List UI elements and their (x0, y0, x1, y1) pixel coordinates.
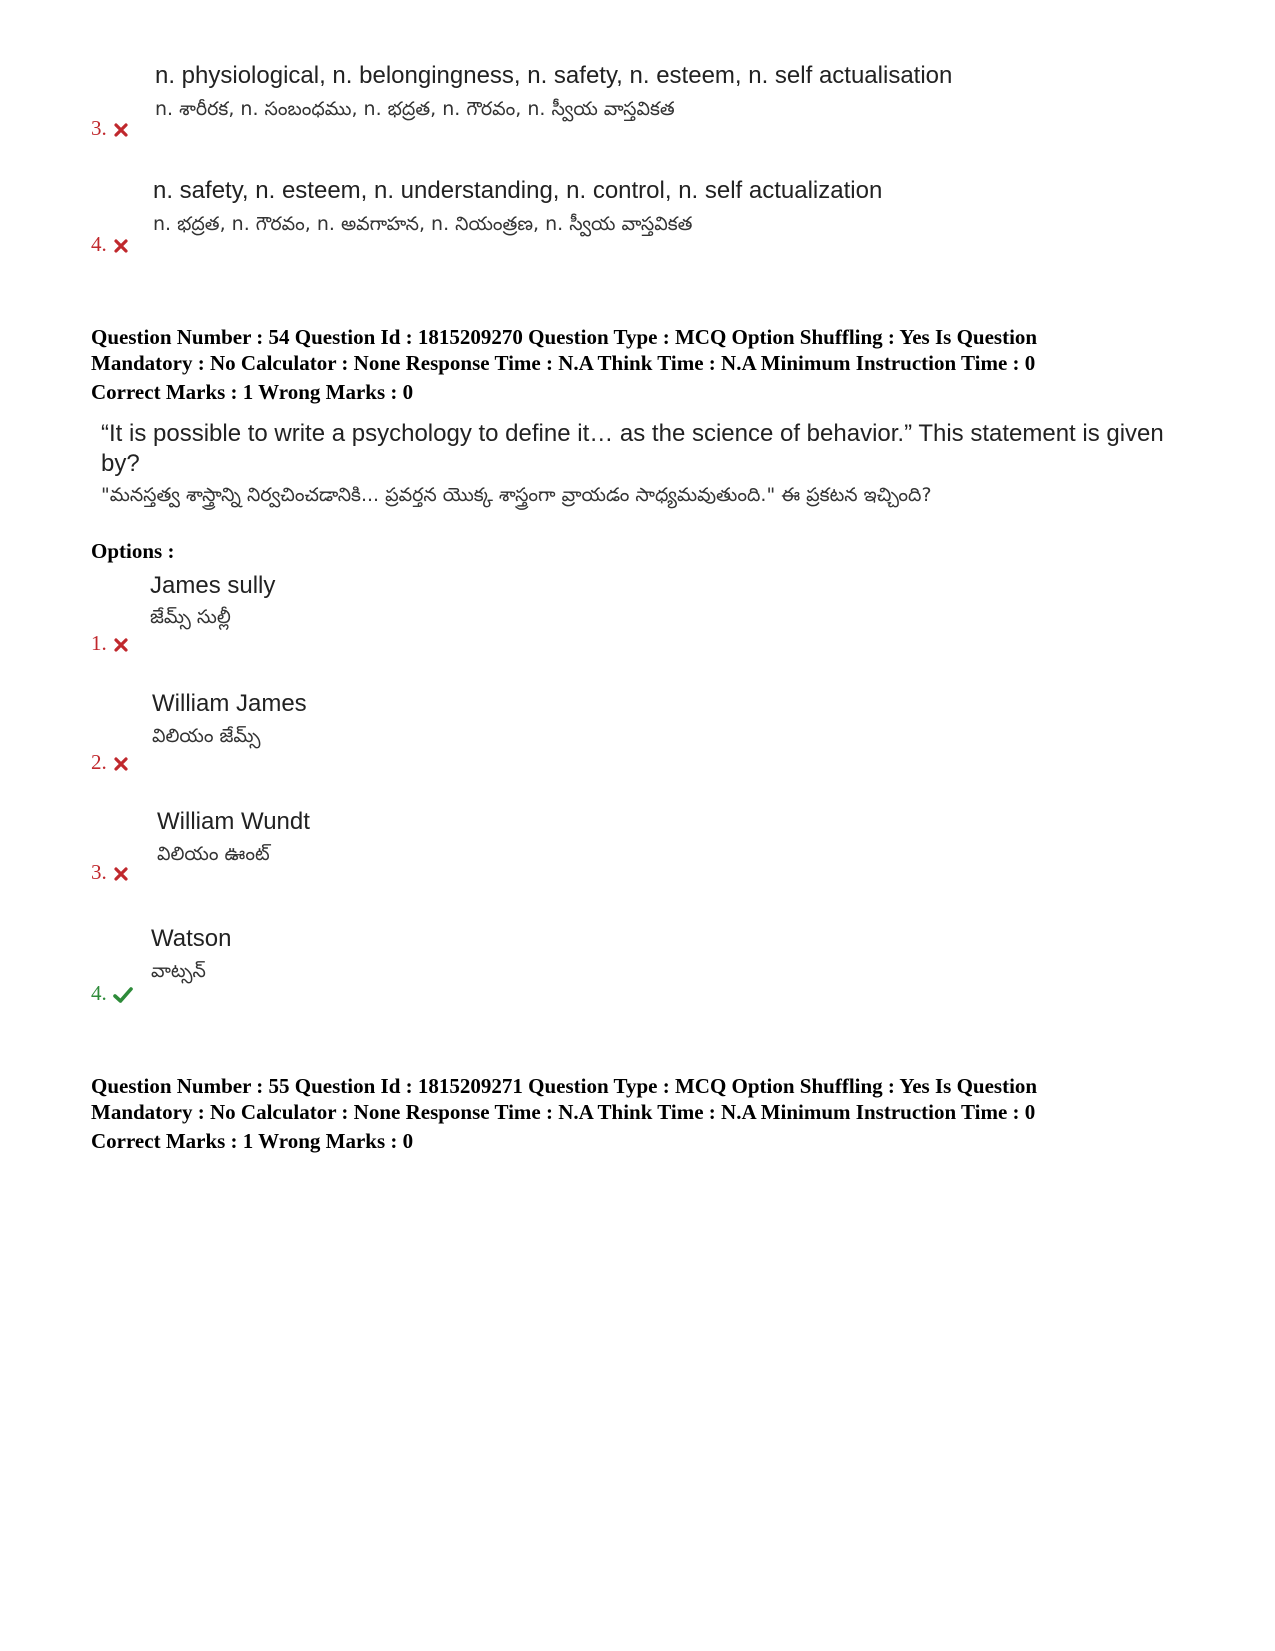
option-number: 4. (91, 232, 107, 256)
check-icon (113, 986, 133, 1004)
q54-option-1-en: James sully (150, 572, 276, 599)
cross-icon (113, 637, 129, 653)
cross-icon (113, 756, 129, 772)
q55-meta-line1: Question Number : 55 Question Id : 1815209271 Question Type : MCQ Option Shuffling : Yes Is Question (91, 1074, 1038, 1098)
q54-question-text: “It is possible to write a psychology to define it… as the science of behavior.” This statement is given by? (101, 420, 1164, 477)
option-number: 3. (91, 860, 107, 884)
q55-meta-line2: Mandatory : No Calculator : None Response Time : N.A Think Time : N.A Minimum Instruction Time : 0 (91, 1100, 1036, 1124)
q54-question-text-te: "మనస్తత్వ శాస్త్రాన్ని నిర్వచించడానికి... ప్రవర్తన యొక్క శాస్త్రంగా వ్రాయడం సాధ్యమవుతుంది." ఈ ప్రకటన ఇచ్చింది? (101, 484, 932, 506)
q54-options-label: Options : (91, 539, 175, 563)
prev-option-3-te: n. శారీరక, n. సంబంధము, n. భద్రత, n. గౌరవం, n. స్వీయ వాస్తవికత (155, 98, 675, 120)
prev-option-3-en: n. physiological, n. belongingness, n. safety, n. esteem, n. self actualisation (155, 62, 953, 89)
q54-option-2-marker (91, 750, 129, 775)
q54-option-1-marker (91, 631, 129, 656)
prev-option-4-marker (91, 232, 129, 257)
q54-option-4-te: వాట్సన్ (151, 960, 206, 982)
prev-option-4-en: n. safety, n. esteem, n. understanding, n. control, n. self actualization (153, 177, 883, 204)
option-number: 1. (91, 631, 107, 655)
cross-icon (113, 866, 129, 882)
q54-option-4-en: Watson (151, 925, 232, 952)
cross-icon (113, 122, 129, 138)
q54-option-2-en: William James (152, 690, 307, 717)
option-number: 4. (91, 981, 107, 1005)
q55-meta (91, 1073, 1201, 1125)
prev-option-3-marker (91, 116, 129, 141)
q54-meta (91, 324, 1201, 376)
option-number: 3. (91, 116, 107, 140)
q55-marks: Correct Marks : 1 Wrong Marks : 0 (91, 1129, 414, 1153)
q54-meta-line1: Question Number : 54 Question Id : 1815209270 Question Type : MCQ Option Shuffling : Yes Is Question (91, 325, 1038, 349)
q54-option-3-te: విలియం ఊంట్ (157, 843, 270, 865)
option-number: 2. (91, 750, 107, 774)
prev-option-4-te: n. భద్రత, n. గౌరవం, n. అవగాహన, n. నియంత్రణ, n. స్వీయ వాస్తవికత (153, 213, 693, 235)
q54-marks: Correct Marks : 1 Wrong Marks : 0 (91, 380, 414, 404)
q54-option-3-marker (91, 860, 129, 885)
q54-option-3-en: William Wundt (157, 808, 310, 835)
cross-icon (113, 238, 129, 254)
q54-option-2-te: విలియం జేమ్స్ (152, 725, 261, 747)
q54-meta-line2: Mandatory : No Calculator : None Response Time : N.A Think Time : N.A Minimum Instruction Time : 0 (91, 351, 1036, 375)
q54-option-4-marker (91, 981, 133, 1006)
q54-option-1-te: జేమ్స్ సుల్లీ (150, 606, 231, 628)
